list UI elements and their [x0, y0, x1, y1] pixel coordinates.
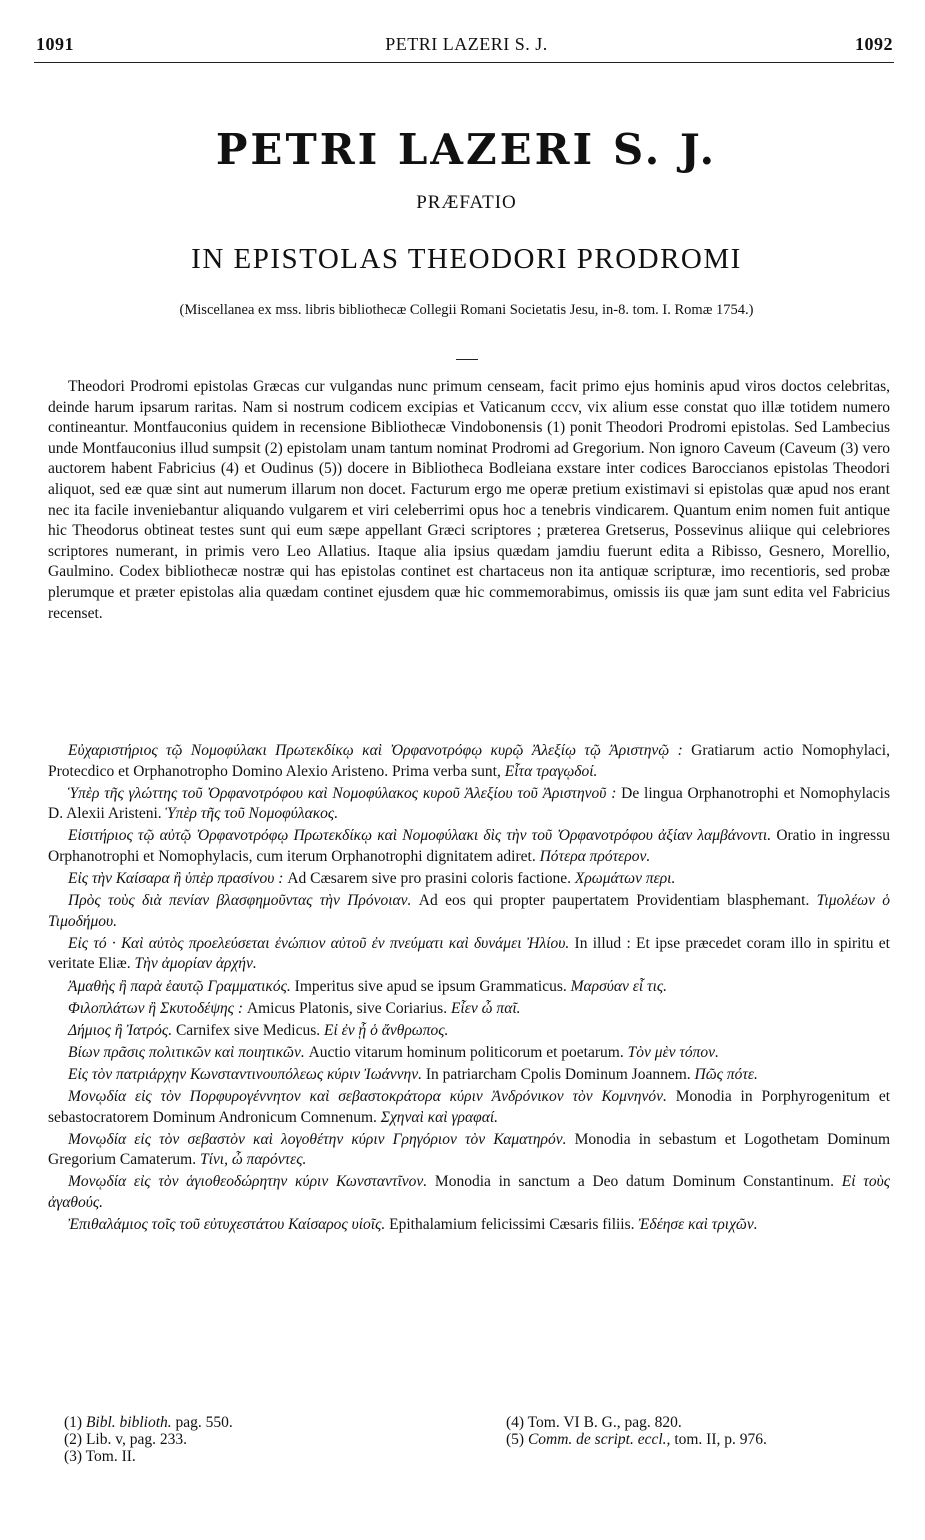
running-head	[36, 34, 893, 60]
greek-title: Εἰς τό · Καὶ αὐτὸς προελεύσεται ἐνώπιον αὐτοῦ ἐν πνεύματι καὶ δυνάμει Ἠλίου.	[68, 934, 575, 952]
incipit: Ὑπὲρ τῆς τοῦ Νομοφύλακος.	[165, 805, 339, 823]
work-entry	[48, 977, 890, 998]
source-citation: (Miscellanea ex mss. libris bibliothecæ Collegii Romani Societatis Jesu, in-8. tom. I. Romæ 1754.)	[179, 302, 754, 318]
latin-translation: De lingua Orphanotrophi et Nomophylacis D. Alexii Aristeni.	[48, 784, 890, 823]
footnote-number: (3)	[64, 1448, 86, 1465]
latin-translation: Ad Cæsarem sive pro prasini coloris factione.	[287, 870, 575, 888]
incipit: Σχηναὶ καὶ γραφαί.	[380, 1108, 499, 1126]
greek-title: Εὐχαριστήριος τῷ Νομοφύλακι Πρωτεκδίκῳ καὶ Ὀρφανοτρόφῳ κυρῷ Ἀλεξίῳ τῷ Ἀριστηνῷ :	[68, 742, 692, 759]
greek-title: Μονῳδία εἰς τὸν ἁγιοθεοδώρητην κύριν Κωνσταντῖνον.	[68, 1173, 435, 1191]
latin-translation: Monodia in Porphyrogenitum et sebastocratorem Dominum Andronicum Comnenum.	[48, 1088, 891, 1126]
incipit: Εἰ ἐν ᾖ ὁ ἄνθρωπος.	[324, 1021, 449, 1039]
work-entry	[48, 999, 890, 1020]
footnote-title: Comm. de script. eccl.,	[527, 1431, 671, 1448]
footnote-reference: Lib. v, pag. 233.	[85, 1431, 187, 1448]
latin-translation: In illud : Et ipse præcedet coram illo in spiritu et veritate Eliæ.	[48, 934, 890, 973]
work-entry	[48, 891, 890, 932]
latin-translation: Ad eos qui propter paupertatem Providentiam blasphemant.	[418, 892, 817, 910]
footnote-reference: Tom. II.	[85, 1448, 136, 1465]
latin-translation: Imperitus sive apud se ipsum Grammaticus.	[294, 977, 571, 995]
incipit: Πῶς πότε.	[694, 1065, 758, 1083]
incipit: Πότερα πρότερον.	[539, 847, 651, 865]
latin-translation: In patriarcham Cpolis Dominum Joannem.	[425, 1065, 695, 1083]
incipit: Εἶεν ὦ παῖ.	[450, 999, 521, 1017]
footnotes-right-column	[506, 1414, 767, 1448]
footnote	[506, 1431, 767, 1448]
footnote	[506, 1414, 767, 1431]
work-entry	[48, 1215, 890, 1236]
footnote-reference: Tom. VI B. G., pag. 820.	[527, 1414, 682, 1431]
document-title: PETRI LAZERI S. J.	[215, 125, 718, 174]
work-entry	[48, 741, 890, 782]
greek-title: Εἰς τὴν Καίσαρα ἢ ὑπὲρ πρασίνου :	[68, 870, 288, 888]
page	[36, 0, 893, 1540]
greek-title: Πρὸς τοὺς διὰ πενίαν βλασφημοῦντας τὴν Πρόνοιαν.	[68, 892, 419, 910]
work-entry	[48, 784, 890, 825]
footnote-number: (1)	[64, 1414, 86, 1431]
incipit: Χρωμάτων περι.	[574, 870, 676, 888]
work-entry	[48, 934, 890, 975]
section-heading: IN EPISTOLAS THEODORI PRODROMI	[191, 243, 742, 275]
incipit: Τιμολέων ὁ Τιμοδήμου.	[48, 892, 890, 930]
greek-title: Ἀμαθὴς ἢ παρὰ ἑαυτῷ Γραμματικός.	[68, 977, 295, 995]
preface-paragraph: Theodori Prodromi epistolas Græcas cur vulgandas nunc primum censeam, facit primo ejus hominis apud viros doctos celebritas, deinde harum ipsarum raritas. Nam si nostrum codicem excipias et Vaticanum cccv, vix alium esse constat quo illæ totidem numero contineantur. Montfauconius quidem in recensione Bibliothecæ Vindobonensis (1) ponit Theodori Prodromi epistolas. Sed Lambecius unde Montfauconius illud sumpsit (2) epistolam unam tantum nominat Prodromi ad Gregorium. Non ignoro Caveum (Caveum (3) vero auctorem habent Fabricius (4) et Oudinus (5)) docere in Bibliotheca Bodleiana exstare inter codices Baroccianos epistolas Theodori aliquot, sed eæ quæ sint aut numerum illarum non docet. Facturum ergo me operæ pretium existimavi si epistolas quæ apud nos erant nec ita facile inveniebantur aliquando vulgarem et viri celeberrimi opus hoc a tenebris vindicarem. Quantum enim nomen fuit antique hic Theodorus obtineat testes sunt qui eum sæpe appellant Græci scriptores ; præterea Gretserus, Possevinus aliique qui celebriores scriptores numerant, in primis vero Leo Allatius. Itaque alia ipsius quædam jamdiu fuerunt edita a Ribisso, Gesnero, Morellio, Gaulmino. Codex bibliothecæ nostræ qui has epistolas continet est chartaceus non ita antiquæ scripturæ, imo recentioris, sed probæ plerumque et præter epistolas alia quædam continet ejusdem quæ hic commemorabimus, omissis iis quæ jam sunt edita vel Fabricius recenset.	[48, 378, 890, 622]
work-entry	[48, 826, 890, 867]
footnote-number: (2)	[64, 1431, 86, 1448]
footnotes-left-column	[64, 1414, 233, 1465]
greek-title: Ἐπιθαλάμιος τοῖς τοῦ εὐτυχεστάτου Καίσαρος υἱοῖς.	[68, 1216, 390, 1234]
incipit: Μαρσύαν εἶ τις.	[570, 977, 668, 995]
greek-title: Βίων πρᾶσις πολιτικῶν καὶ ποιητικῶν.	[68, 1043, 309, 1061]
incipit: Τὸν μὲν τόπον.	[627, 1043, 719, 1061]
incipit: Τίνι, ὦ παρόντες.	[199, 1151, 307, 1169]
separator-dash	[456, 359, 478, 360]
latin-translation: Auctio vitarum hominum politicorum et poetarum.	[308, 1043, 628, 1061]
greek-title: Εἰσιτήριος τῷ αὐτῷ Ὀρφανοτρόφῳ Πρωτεκδίκῳ καὶ Νομοφύλακι δὶς τὴν τοῦ Ὀρφανοτρόφου ἀξίαν λαμβάνοντι.	[68, 827, 777, 845]
incipit: Ἐδέησε καὶ τριχῶν.	[638, 1216, 758, 1234]
greek-title: Μονῳδία εἰς τὸν Πορφυρογέννητον καὶ σεβαστοκράτορα κύριν Ἀνδρόνικον τὸν Κομνηνόν.	[68, 1088, 676, 1105]
latin-translation: Gratiarum actio Nomophylaci, Protecdico et Orphanotropho Domino Alexio Aristeno. Prima verba sunt,	[48, 742, 890, 780]
work-entry	[48, 1043, 890, 1064]
incipit: Εἶτα τραγῳδοί.	[504, 762, 598, 780]
footnote-reference: pag. 550.	[171, 1414, 233, 1431]
work-list	[48, 741, 890, 1237]
latin-translation: Amicus Platonis, sive Coriarius.	[246, 999, 451, 1017]
greek-title: Εἰς τὸν πατριάρχην Κωνσταντινουπόλεως κύριν Ἰωάννην.	[68, 1065, 426, 1083]
latin-translation: Epithalamium felicissimi Cæsaris filiis.	[389, 1216, 639, 1234]
latin-translation: Monodia in sebastum et Logothetam Dominum Gregorium Camaterum.	[48, 1130, 890, 1169]
incipit: Τὴν ἀμορίαν ἀρχήν.	[134, 955, 257, 973]
latin-translation: Carnifex sive Medicus.	[175, 1021, 325, 1039]
left-page-number: 1091	[36, 34, 74, 54]
preface-body	[48, 377, 890, 624]
footnote-number: (5)	[506, 1431, 528, 1448]
work-entry	[48, 869, 890, 890]
footnote	[64, 1431, 233, 1448]
footnote-number: (4)	[506, 1414, 528, 1431]
incipit: Εἰ τοὺς ἀγαθούς.	[48, 1173, 890, 1211]
work-entry	[48, 1065, 890, 1086]
header-rule	[34, 62, 894, 63]
footnote-title: Bibl. biblioth.	[85, 1414, 172, 1431]
work-entry	[48, 1130, 890, 1171]
work-entry	[48, 1087, 890, 1128]
footnote	[64, 1448, 233, 1465]
greek-title: Φιλοπλάτων ἢ Σκυτοδέψης :	[68, 999, 247, 1017]
work-entry	[48, 1172, 890, 1213]
footnote-reference: tom. II, p. 976.	[670, 1431, 767, 1448]
running-title: PETRI LAZERI S. J.	[385, 34, 548, 54]
greek-title: Ὑπὲρ τῆς γλώττης τοῦ Ὀρφανοτρόφου καὶ Νομοφύλακος κυροῦ Ἀλεξίου τοῦ Ἀριστηνοῦ :	[68, 784, 622, 802]
greek-title: Δήμιος ἢ Ἰατρός.	[68, 1021, 176, 1039]
footnote	[64, 1414, 233, 1431]
work-entry	[48, 1021, 890, 1042]
latin-translation: Monodia in sanctum a Deo datum Dominum Constantinum.	[434, 1173, 842, 1191]
greek-title: Μονῳδία εἰς τὸν σεβαστὸν καὶ λογοθέτην κύριν Γρηγόριον τὸν Καματηρόν.	[68, 1130, 575, 1148]
latin-translation: Oratio in ingressu Orphanotrophi et Nomophylacis, cum iterum Orphanotrophi dignitatem adiret.	[48, 827, 890, 865]
right-page-number: 1092	[855, 34, 893, 54]
section-subtitle: PRÆFATIO	[416, 192, 517, 213]
